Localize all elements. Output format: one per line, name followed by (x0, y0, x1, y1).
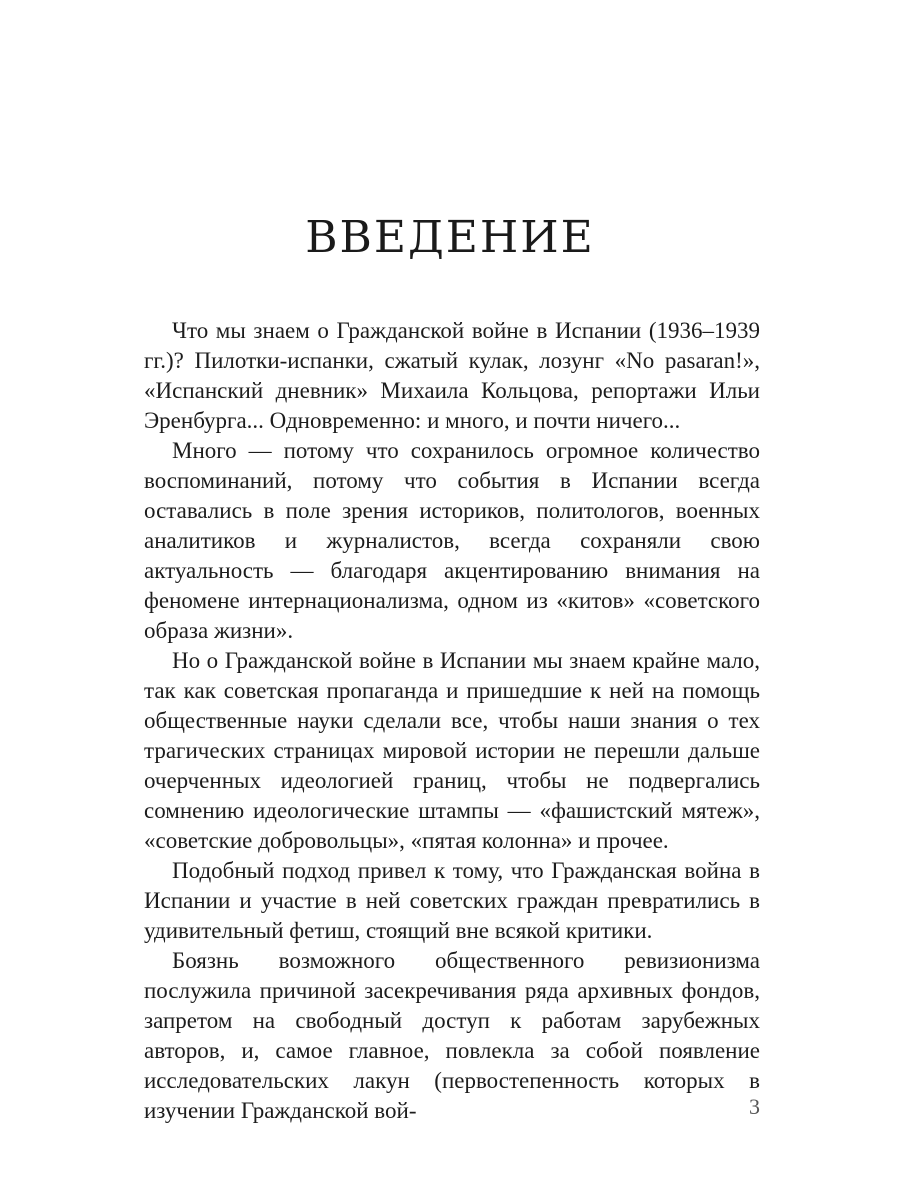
paragraph: Боязнь возможного общественного ревизионизма послужила причиной засекречивания ряда архивных фондов, запретом на свободный доступ к работам зарубежных авторов, и, самое главное, повлекла за собой появление исследовательских лакун (первостепенность которых в изучении Гражданской вой- (144, 948, 760, 1123)
chapter-title: ВВЕДЕНИЕ (305, 212, 595, 263)
paragraph: Много — потому что сохранилось огромное количество воспоминаний, потому что события в Испании всегда оставались в поле зрения историков, политологов, военных аналитиков и журналистов, всегда сохраняли свою актуальность — благодаря акцентированию внимания на феномене интернационализма, одном из «китов» «советского образа жизни». (144, 438, 760, 643)
paragraph: Но о Гражданской войне в Испании мы знаем крайне мало, так как советская пропаганда и пришедшие к ней на помощь общественные науки сделали все, чтобы наши знания о тех трагических страницах мировой истории не перешли дальше очерченных идеологией границ, чтобы не подвергались сомнению идеологические штампы — «фашистский мятеж», «советские добровольцы», «пятая колонна» и прочее. (144, 648, 760, 853)
paragraph: Подобный подход привел к тому, что Гражданская война в Испании и участие в ней советских граждан превратились в удивительный фетиш, стоящий вне всякой критики. (144, 858, 760, 943)
body-text (144, 316, 760, 1126)
paragraph: Что мы знаем о Гражданской войне в Испании (1936–1939 гг.)? Пилотки-испанки, сжатый кулак, лозунг «No pasaran!», «Испанский дневник» Михаила Кольцова, репортажи Ильи Эренбурга... Одновременно: и много, и почти ничего... (144, 318, 760, 433)
page-number: 3 (749, 1094, 760, 1119)
